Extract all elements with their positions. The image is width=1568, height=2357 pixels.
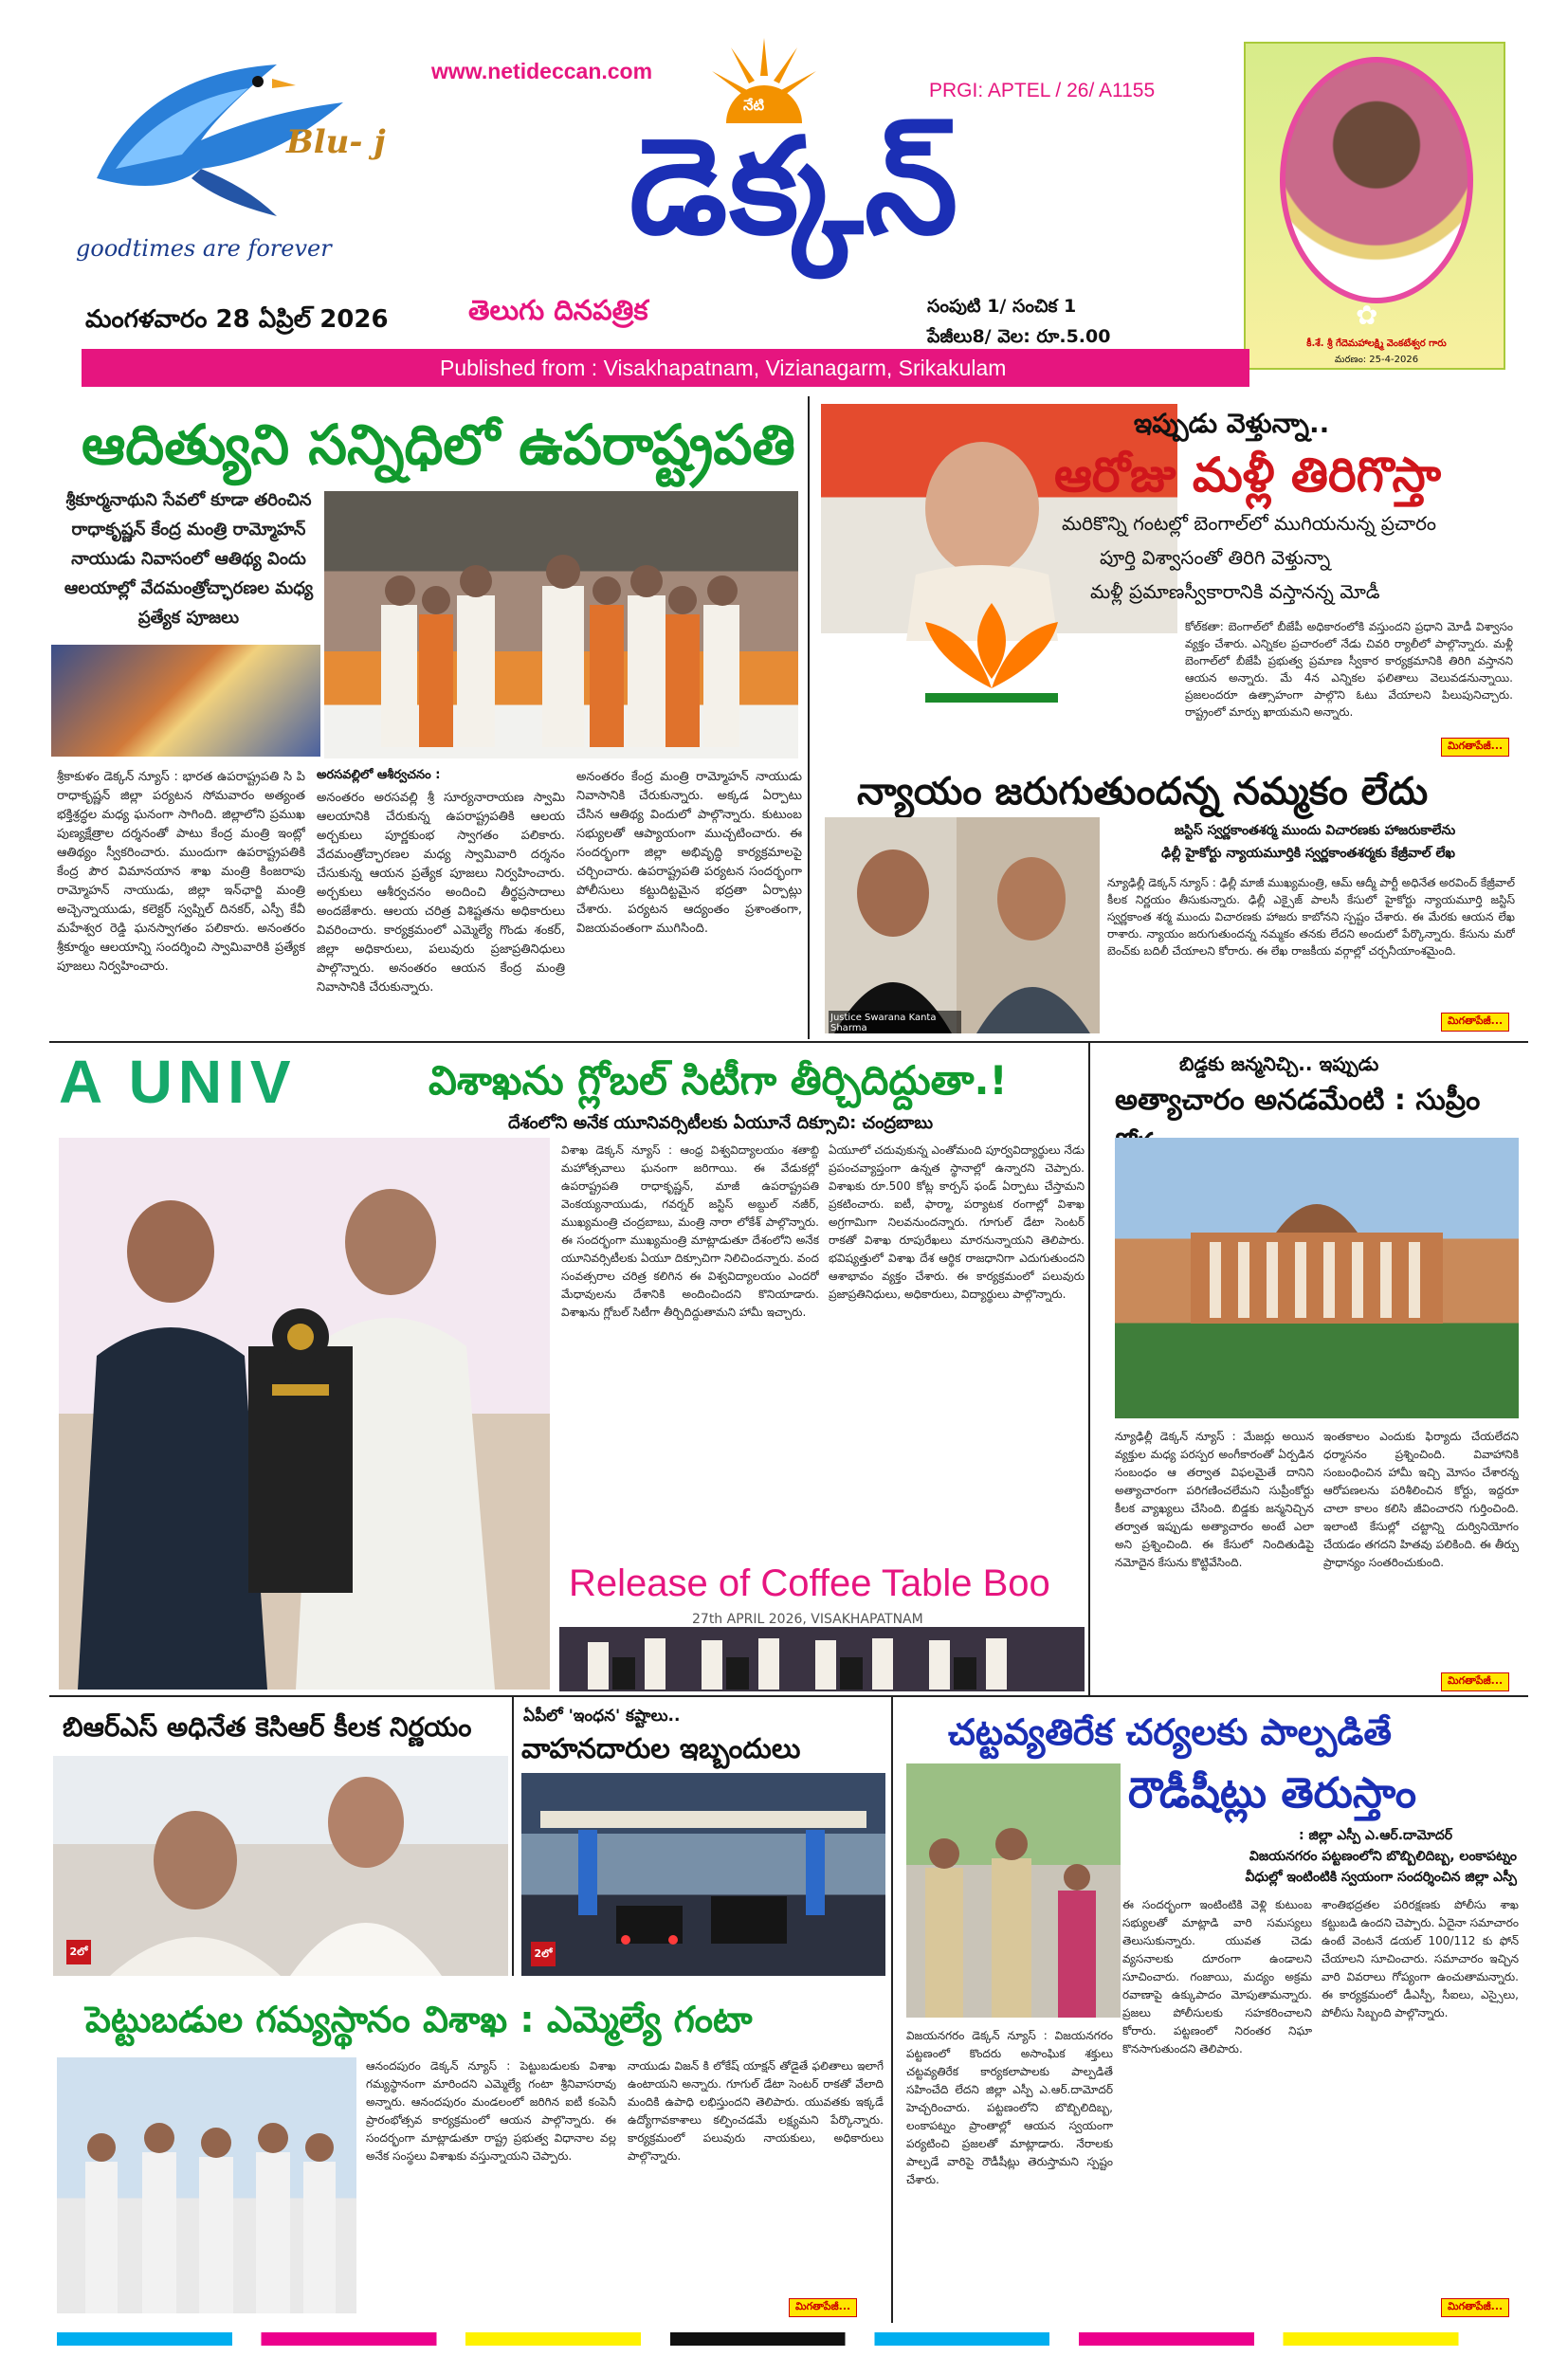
volume-issue: సంపుటి 1/ సంచిక 1 <box>927 296 1077 317</box>
story4-headline: విశాఖను గ్లోబల్ సిటీగా తీర్చిదిద్దుతా.! <box>428 1057 1008 1104</box>
supreme-court-building <box>1115 1138 1519 1418</box>
ceremony-illustration <box>59 1138 550 1690</box>
registration-strip <box>57 2332 1517 2346</box>
story5-kicker: బిడ్డకు జన్మనిచ్చి.. ఇప్పుడు <box>1179 1052 1379 1075</box>
story5-body-1: న్యూఢిల్లీ డెక్కన్ న్యూస్ : మేజర్లు అయిన వ్యక్తుల మధ్య పరస్పర అంగీకారంతో ఏర్పడిన సంబంధం ఆ తర్వాత విఫలమైతే దానిని అత్యాచారంగా పరిగణించలేమని సుప్రీంకోర్టు కీలక వ్యాఖ్యలు చేసింది. బిడ్డకు జన్మనిచ్చిన తర్వాత ఇప్పుడు అత్యాచారం అంటే ఎలా అని ప్రశ్నించింది. ఈ కేసులో నిందితుడిపై నమోదైన కేసును కొట్టివేసింది. <box>1115 1430 1314 1569</box>
story5-body-2: ఇంతకాలం ఎందుకు ఫిర్యాదు చేయలేదని ధర్మాసనం ప్రశ్నించింది. వివాహానికి సంబంధించిన హామీ ఇచ్చి మోసం చేశారన్న ఆరోపణలను పరిశీలించిన కోర్టు, ఇద్దరూ చాలా కాలం కలిసి జీవించారని గుర్తించింది. ఇలాంటి కేసుల్లో చట్టాన్ని దుర్వినియోగం చేయడం తగదని హితవు పలికింది. ఈ తీర్పు ప్రాధాన్యం సంతరించుకుంది. <box>1323 1430 1519 1569</box>
story7-headline: వాహనదారుల ఇబ్బందులు <box>521 1732 801 1764</box>
memorial-box <box>1244 42 1505 370</box>
issue-date: మంగళవారం 28 ఏప్రిల్ 2026 <box>85 305 389 334</box>
story1-body-3: అనంతరం కేంద్ర మంత్రి రామ్మోహన్ నాయుడు నివాసానికి చేరుకున్నారు. అక్కడ ఏర్పాటు చేసిన ఆతిథ్య విందులో పాల్గొన్నారు. కుటుంబ సభ్యులతో ఆప్యాయంగా ముచ్చటించారు. ఈ సందర్భంగా జిల్లా అభివృద్ధి కార్యక్రమాలపై చర్చించారు. ఉపరాష్ట్రపతి పర్యటన సందర్భంగా పోలీసులు కట్టుదిట్టమైన భద్రతా ఏర్పాట్లు చేశారు. పర్యటన ఆద్యంతం ప్రశాంతంగా, విజయవంతంగా ముగిసింది. <box>576 770 802 936</box>
memorial-date: మరణం: 25-4-2026 <box>1334 355 1419 365</box>
story2-deck-2: పూర్తి విశ్వాసంతో తిరిగి వెళ్తున్నా <box>1100 546 1331 569</box>
story9-more-link[interactable]: మిగతాపేజీ... <box>1441 2298 1509 2317</box>
story3-more-link[interactable]: మిగతాపేజీ... <box>1441 1013 1509 1032</box>
story8-photo <box>57 2057 356 2313</box>
story4-photo <box>59 1138 550 1690</box>
story8-body-1: ఆనందపురం డెక్కన్ న్యూస్ : పెట్టుబడులకు విశాఖ గమ్యస్థానంగా మారిందని ఎమ్మెల్యే గంటా శ్రీనివాసరావు అన్నారు. ఆనందపురం మండలంలో జరిగిన ఐటీ కంపెనీ ప్రారంభోత్సవ కార్యక్రమంలో ఆయన పాల్గొన్నారు. ఈ సందర్భంగా మాట్లాడుతూ రాష్ట్ర ప్రభుత్వ విధానాల వల్ల అనేక సంస్థలు విశాఖకు వస్తున్నాయని చెప్పారు. <box>366 2059 616 2163</box>
story7-photo <box>521 1773 885 1976</box>
story3-caption: Justice Swarana Kanta Sharma <box>829 1011 961 1033</box>
story3-headline: న్యాయం జరుగుతుందన్న నమ్మకం లేదు <box>857 770 1429 813</box>
leaders-illustration <box>53 1756 508 1976</box>
story1-subhead: అరసవల్లిలో ఆశీర్వచనం : <box>317 768 441 782</box>
story2-kicker: ఇప్పుడు వెళ్తున్నా.. <box>1134 408 1330 439</box>
story4-banner: A UNIV <box>59 1048 297 1116</box>
story8-more-link[interactable]: మిగతాపేజీ... <box>789 2298 857 2317</box>
story3-body: న్యూఢిల్లీ డెక్కన్ న్యూస్ : ఢిల్లీ మాజీ ముఖ్యమంత్రి, ఆమ్ ఆద్మీ పార్టీ అధినేత అరవింద్ కేజ్రీవాల్ కీలక నిర్ణయం తీసుకున్నారు. ఢిల్లీ ఎక్సైజ్ పాలసీ కేసులో హైకోర్టు న్యాయమూర్తి జస్టిస్ స్వర్ణకాంత శర్మ ముందు విచారణకు హాజరు కాబోనని స్పష్టం చేశారు. ఈ మేరకు ఆయన లేఖ రాశారు. న్యాయం జరుగుతుందన్న నమ్మకం తనకు లేదని అందులో పేర్కొన్నారు. కేసును మరో బెంచ్‌కు బదిలీ చేయాలని కోరారు. ఈ లేఖ రాజకీయ వర్గాల్లో చర్చనీయాంశమైంది. <box>1107 876 1515 958</box>
story9-deck-2: వీధుల్లో ఇంటింటికి స్వయంగా సందర్శించిన జిల్లా ఎస్పీ <box>1245 1870 1517 1885</box>
story1-deck: శ్రీకూర్మనాథుని సేవలో కూడా తరించిన రాధాకృష్ణన్ కేంద్ర మంత్రి రామ్మోహన్ నాయుడు నివాసంలో ఆతిథ్య విందు ఆలయాల్లో వేదమంత్రోచ్ఛారణల మధ్య ప్రత్యేక పూజలు <box>64 490 314 628</box>
column-rule <box>808 396 810 1039</box>
memorial-name: కీ.శే. శ్రీ గేదెమహాలక్ష్మి వెంకటేశ్వర గారు <box>1306 338 1447 349</box>
website-link[interactable]: www.netideccan.com <box>431 59 653 83</box>
coffee-title: Release of Coffee Table Boo <box>569 1562 1050 1604</box>
story6-page-logo: 2లో <box>66 1940 91 1964</box>
police-visit-illustration <box>906 1763 1121 2018</box>
story2-body: కోల్‌కతా: బెంగాల్‌లో బీజేపీ అధికారంలోకి వస్తుందని ప్రధాని మోడీ విశ్వాసం వ్యక్తం చేశారు. ఎన్నికల ప్రచారంలో నేడు చివరి ర్యాలీలో పాల్గొన్నారు. మళ్లీ బెంగాల్‌లో బీజేపీ ప్రభుత్వ ప్రమాణ స్వీకార కార్యక్రమానికి తిరిగి వస్తానని ఆయన అన్నారు. మే 4న ఎన్నికల ఫలితాలు వెలువడనున్నాయి. ప్రజలందరూ ఉత్సాహంగా పాల్గొని ఓటు వేయాలని పిలుపునిచ్చారు. రాష్ట్రంలో మార్పు ఖాయమని అన్నారు. <box>1185 620 1513 719</box>
row-rule <box>49 1041 1528 1043</box>
ad-slogan: goodtimes are forever <box>76 235 332 262</box>
coffee-subtitle: 27th APRIL 2026, VISAKHAPATNAM <box>692 1612 923 1627</box>
story9-deck-1: విజయనగరం పట్టణంలోని బొబ్బిలిదిబ్బ, లంకాపట్నం <box>1249 1849 1517 1864</box>
story6-headline: బిఆర్ఎస్ అధినేత కెసిఆర్ కీలక నిర్ణయం <box>63 1711 472 1743</box>
story9-photo <box>906 1763 1121 2018</box>
blu-j-ad <box>59 36 392 284</box>
story8-body-2: నాయుడు విజన్ కి లోకేష్ యాక్షన్ తోడైతే ఫలితాలు ఇలాగే ఉంటాయని అన్నారు. గూగుల్ డేటా సెంటర్ రాకతో వేలాది మందికి ఉపాధి లభిస్తుందని తెలిపారు. యువతకు ఇక్కడే ఉద్యోగావకాశాలు కల్పించడమే లక్ష్యమని పేర్కొన్నారు. కార్యక్రమంలో పలువురు నాయకులు, అధికారులు పాల్గొన్నారు. <box>628 2059 884 2163</box>
story3-deck-1: జస్టిస్ స్వర్ణకాంతశర్మ ముందు విచారణకు హాజరుకాలేను <box>1174 823 1456 838</box>
story2-deck-3: మళ్లీ ప్రమాణస్వీకారానికి వస్తానన్న మోడీ <box>1090 580 1380 603</box>
story9-body-1: విజయనగరం డెక్కన్ న్యూస్ : విజయనగరం పట్టణంలో కొందరు అసాంఘిక శక్తులు చట్టవ్యతిరేక కార్యకలాపాలకు పాల్పడితే సహించేది లేదని జిల్లా ఎస్పీ ఎ.ఆర్.దామోదర్ హెచ్చరించారు. పట్టణంలోని బొబ్బిలిదిబ్బ, లంకాపట్నం ప్రాంతాల్లో ఆయన స్వయంగా పర్యటించి ప్రజలతో మాట్లాడారు. నేరాలకు పాల్పడే వారిపై రౌడీషీట్లు తెరుస్తామని స్పష్టం చేశారు. <box>906 2029 1113 2186</box>
stage-illustration <box>559 1562 1085 1691</box>
newspaper-title: డెక్కన్ <box>629 110 960 265</box>
story6-photo <box>53 1756 508 1976</box>
story3-deck-2: ఢిల్లీ హైకోర్టు న్యాయమూర్తికి స్వర్ణకాంతశర్మకు కేజ్రీవాల్ లేఖ <box>1161 846 1455 861</box>
publication-bar <box>82 349 1249 387</box>
title-tag: నేటి <box>743 97 765 114</box>
subtitle: తెలుగు దినపత్రిక <box>468 294 648 326</box>
story7-page-logo: 2లో <box>531 1942 556 1966</box>
story9-body-3: శాంతిభద్రతల పరిరక్షణకు పోలీసు శాఖ కట్టుబడి ఉందని చెప్పారు. ఏదైనా సమాచారం ఉంటే వెంటనే డయల్ 100/112 కు ఫోన్ చేయాలని సూచించారు. సమాచారం ఇచ్చిన వారి వివరాలు గోప్యంగా ఉంచుతామన్నారు. ఈ కార్యక్రమంలో డీఎస్పీ, సీఐలు, ఎస్సైలు, పోలీసు సిబ్బంది పాల్గొన్నారు. <box>1322 1898 1519 2019</box>
story4-deck: దేశంలోని అనేక యూనివర్సిటీలకు ఏయూనే దిక్సూచి: చంద్రబాబు <box>508 1113 934 1133</box>
story9-byline: : జిల్లా ఎస్పీ ఎ.ఆర్.దామోదర్ <box>1299 1828 1453 1843</box>
story9-headline-1: చట్టవ్యతిరేక చర్యలకు పాల్పడితే <box>948 1711 1392 1753</box>
masthead <box>0 0 1568 408</box>
story3-photo <box>825 817 1100 1033</box>
memorial-photo <box>1280 57 1473 303</box>
story5-headline: అత్యాచారం అనడమేంటి : సుప్రీం <box>1115 1084 1481 1117</box>
story9-body-2: ఈ సందర్భంగా ఇంటింటికి వెళ్లి కుటుంబ సభ్యులతో మాట్లాడి వారి సమస్యలు తెలుసుకున్నారు. యువత చెడు వ్యసనాలకు దూరంగా ఉండాలని సూచించారు. గంజాయి, మద్యం అక్రమ రవాణాపై ఉక్కుపాదం మోపుతామన్నారు. ప్రజలు పోలీసులకు సహకరించాలని కోరారు. పట్టణంలో నిరంతర నిఘా కొనసాగుతుందని తెలిపారు. <box>1122 1898 1312 2056</box>
dignitaries-illustration <box>324 491 798 758</box>
row-rule <box>49 1695 1528 1697</box>
ad-brand: Blu- j <box>286 123 386 161</box>
story1-body-1: శ్రీకాకుళం డెక్కన్ న్యూస్ : భారత ఉపరాష్ట్రపతి సి పి రాధాకృష్ణన్ జిల్లా పర్యటన సోమవారం అత్యంత భక్తిశ్రద్ధల మధ్య ఘనంగా సాగింది. జిల్లాలోని ప్రముఖ పుణ్యక్షేత్రాల దర్శనంతో పాటు కేంద్ర మంత్రి ఇంట్లో ఆతిథ్యం స్వీకరించారు. ముందుగా ఉపరాష్ట్రపతికి కేంద్ర పౌర విమానయాన శాఖ మంత్రి కింజరాపు రామ్మోహన్ నాయుడు, జిల్లా ఇన్‌ఛార్జి మంత్రి అచ్చెన్నాయుడు, కలెక్టర్ స్వప్నిల్ దినకర్, ఎస్పీ కేవీ మహేశ్వర రెడ్డి ఘనస్వాగతం పలికారు. అనంతరం శ్రీకూర్మం ఆలయాన్ని సందర్శించి స్వామివారికి ప్రత్యేక పూజలు నిర్వహించారు. <box>57 770 305 974</box>
flower-icon: ✿ <box>1356 300 1378 331</box>
column-rule <box>891 1697 893 2323</box>
story7-kicker: ఏపీలో 'ఇంధన' కష్టాలు.. <box>523 1707 681 1726</box>
column-rule <box>1088 1041 1090 1695</box>
story4-body-1: విశాఖ డెక్కన్ న్యూస్ : ఆంధ్ర విశ్వవిద్యాలయం శతాబ్ది మహోత్సవాలు ఘనంగా జరిగాయి. ఈ వేడుకల్లో ఉపరాష్ట్రపతి రాధాకృష్ణన్, మాజీ ఉపరాష్ట్రపతి వెంకయ్యనాయుడు, గవర్నర్ జస్టిస్ అబ్దుల్ నజీర్, ముఖ్యమంత్రి చంద్రబాబు, మంత్రి నారా లోకేశ్ పాల్గొన్నారు. ఈ సందర్భంగా ముఖ్యమంత్రి మాట్లాడుతూ దేశంలోని అనేక యూనివర్సిటీలకు ఏయూ దిక్సూచిగా నిలిచిందన్నారు. వంద సంవత్సరాల చరిత్ర కలిగిన ఈ విశ్వవిద్యాలయం ఎందరో మేధావులను దేశానికి అందించిందని కొనియాడారు. విశాఖను గ్లోబల్ సిటీగా తీర్చిదిద్దుతామని హామీ ఇచ్చారు. <box>561 1143 819 1319</box>
pages-price: పేజీలు8/ వెల: రూ.5.00 <box>927 326 1111 347</box>
story1-body-2: అనంతరం అరసవల్లి శ్రీ సూర్యనారాయణ స్వామి ఆలయానికి చేరుకున్న ఉపరాష్ట్రపతికి ఆలయ అర్చకులు పూర్ణకుంభ స్వాగతం పలికారు. వేదమంత్రోచ్ఛారణల మధ్య స్వామివారి దర్శనం చేసుకున్న ఆయన ప్రత్యేక పూజలు నిర్వహించారు. అర్చకులు ఆశీర్వచనం అందించి తీర్థప్రసాదాలు అందజేశారు. ఆలయ చరిత్ర విశిష్టతను అధికారులు వివరించారు. కార్యక్రమంలో ఎమ్మెల్యే గొండు శంకర్, జిల్లా అధికారులు, పలువురు ప్రజాప్రతినిధులు పాల్గొన్నారు. అనంతరం ఆయన కేంద్ర మంత్రి నివాసానికి చేరుకున్నారు. <box>317 791 565 995</box>
story5-photo <box>1115 1138 1519 1418</box>
story2-headline: ఆరోజు మళ్లీ తిరిగొస్తా <box>1054 448 1442 502</box>
story1-headline: ఆదిత్యుని సన్నిధిలో ఉపరాష్ట్రపతి <box>82 412 795 477</box>
prgi-number: PRGI: APTEL / 26/ A1155 <box>929 80 1156 101</box>
published-from: Published from : Visakhapatnam, Vizianagarm, Srikakulam <box>440 356 1007 380</box>
fuel-station-illustration <box>521 1773 885 1976</box>
story5-more-link[interactable]: మిగతాపేజీ... <box>1441 1672 1509 1691</box>
story1-photo <box>51 645 320 757</box>
column-rule <box>512 1697 514 1976</box>
story2-deck-1: మరికొన్ని గంటల్లో బెంగాల్‌లో ముగియనున్న ప్రచారం <box>1062 512 1437 535</box>
judge-and-leader-portraits <box>825 817 1100 1033</box>
story1-main-photo <box>324 491 798 758</box>
story2-more-link[interactable]: మిగతాపేజీ... <box>1441 738 1509 757</box>
coffee-table-photo <box>559 1562 1085 1691</box>
story4-body-2: ఏయూలో చదువుకున్న ఎంతోమంది పూర్వవిద్యార్థులు నేడు ప్రపంచవ్యాప్తంగా ఉన్నత స్థానాల్లో ఉన్నారని చెప్పారు. విశాఖకు రూ.500 కోట్ల కార్పస్ ఫండ్ ఏర్పాటు చేస్తామని ప్రకటించారు. ఐటీ, ఫార్మా, పర్యాటక రంగాల్లో విశాఖ అగ్రగామిగా నిలవనుందన్నారు. గూగుల్ డేటా సెంటర్ రాకతో విశాఖ రూపురేఖలు మారనున్నాయని తెలిపారు. భవిష్యత్తులో విశాఖ దేశ ఆర్థిక రాజధానిగా ఎదుగుతుందని ఆశాభావం వ్యక్తం చేశారు. ఈ కార్యక్రమంలో పలువురు ప్రజాప్రతినిధులు, అధికారులు, విద్యార్థులు పాల్గొన్నారు. <box>829 1143 1085 1301</box>
story8-headline: పెట్టుబడుల గమ్యస్థానం విశాఖ : ఎమ్మెల్యే గంటా <box>85 1999 753 2040</box>
it-inauguration-illustration <box>57 2057 356 2313</box>
story9-headline-2: రౌడీషీట్లు తెరుస్తాం <box>1128 1769 1417 1818</box>
